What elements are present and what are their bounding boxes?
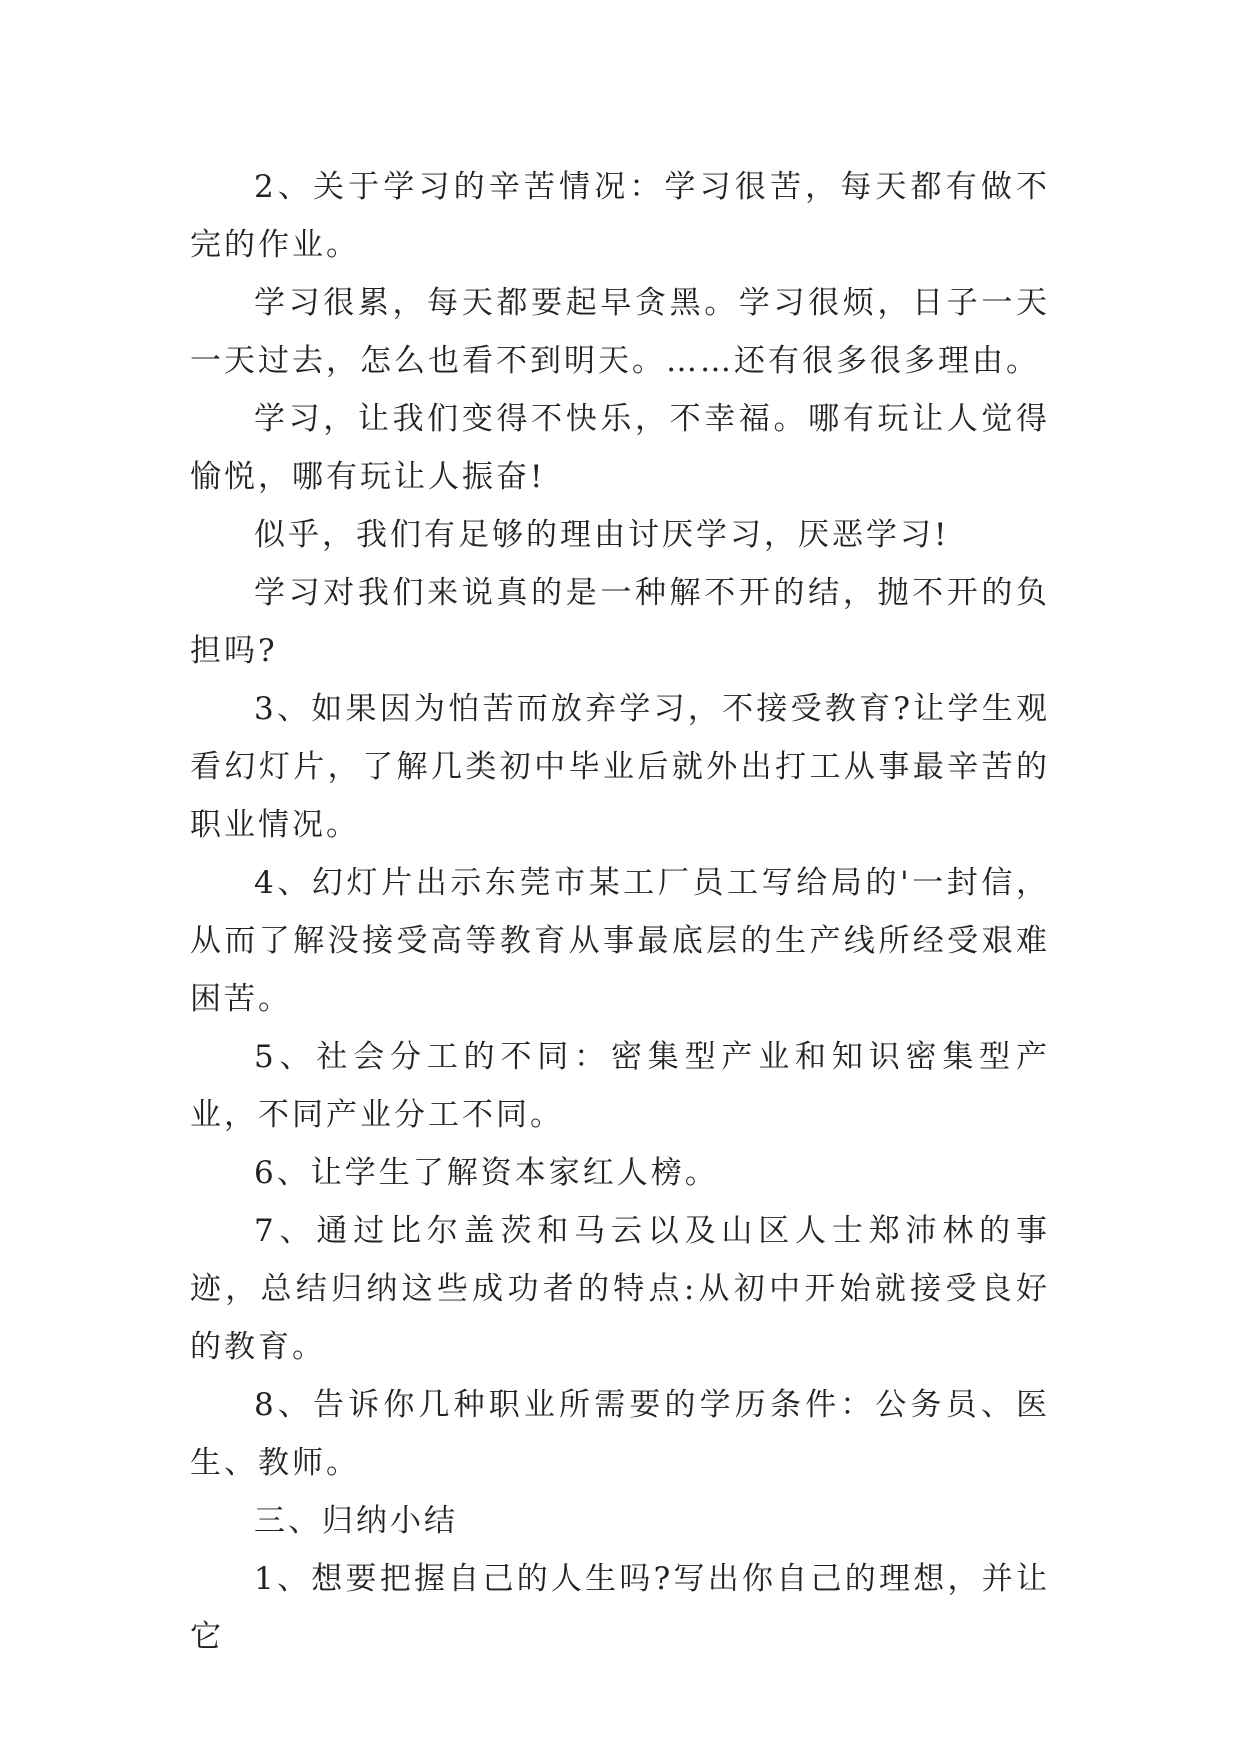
paragraph: 1、想要把握自己的人生吗?写出你自己的理想，并让它: [190, 1561, 1050, 1655]
paragraph: 6、让学生了解资本家红人榜。: [254, 1155, 719, 1191]
paragraph: 4、幻灯片出示东莞市某工厂员工写给局的'一封信，从而了解没接受高等教育从事最底层的生产线所经受艰难困苦。: [190, 865, 1050, 1017]
paragraph: 学习很累，每天都要起早贪黑。学习很烦，日子一天一天过去，怎么也看不到明天。……还有很多很多理由。: [190, 285, 1050, 379]
paragraph: 3、如果因为怕苦而放弃学习，不接受教育?让学生观看幻灯片，了解几类初中毕业后就外出打工从事最辛苦的职业情况。: [190, 691, 1050, 843]
paragraph: 2、关于学习的辛苦情况：学习很苦，每天都有做不完的作业。: [190, 169, 1050, 263]
document-body: [190, 158, 1050, 1666]
paragraph: 5、社会分工的不同：密集型产业和知识密集型产业，不同产业分工不同。: [190, 1039, 1050, 1133]
paragraph: 学习，让我们变得不快乐，不幸福。哪有玩让人觉得愉悦，哪有玩让人振奋!: [190, 401, 1050, 495]
paragraph: 学习对我们来说真的是一种解不开的结，抛不开的负担吗?: [190, 575, 1050, 669]
paragraph: 似乎，我们有足够的理由讨厌学习，厌恶学习!: [254, 517, 950, 553]
paragraph: 8、告诉你几种职业所需要的学历条件：公务员、医生、教师。: [190, 1387, 1050, 1481]
paragraph: 7、通过比尔盖茨和马云以及山区人士郑沛林的事迹，总结归纳这些成功者的特点:从初中开始就接受良好的教育。: [190, 1213, 1050, 1365]
section-heading: 三、归纳小结: [254, 1503, 458, 1539]
